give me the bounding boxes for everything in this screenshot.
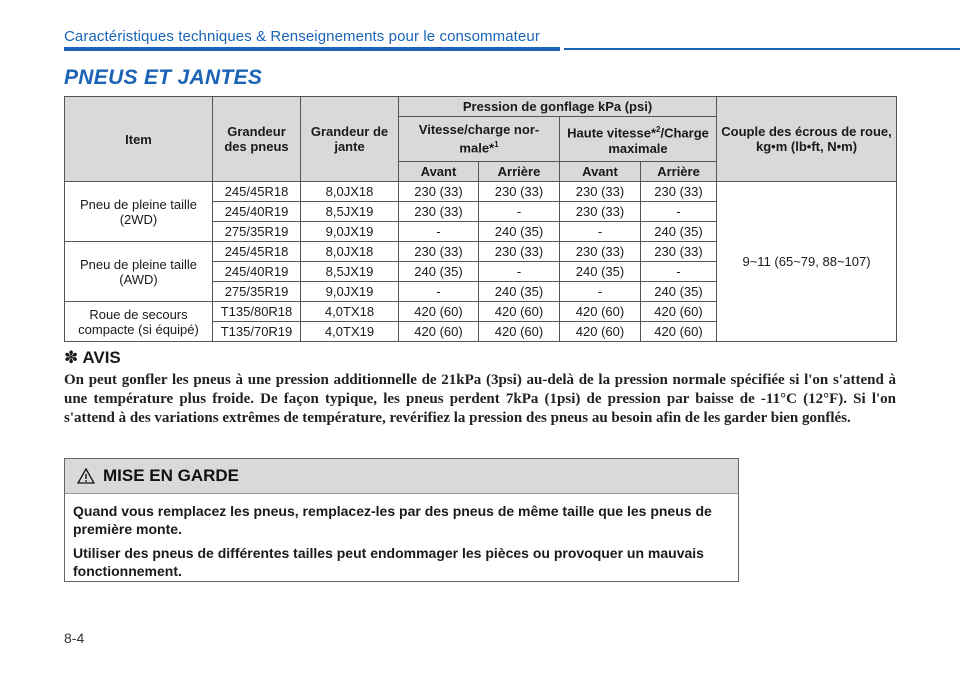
chapter-title: Caractéristiques techniques & Renseignements pour le consommateur xyxy=(64,28,540,45)
pressure-cell: 420 (60) xyxy=(641,322,717,342)
warning-triangle-icon xyxy=(77,468,95,484)
th-rear: Arrière xyxy=(641,162,717,182)
pressure-cell: - xyxy=(479,262,560,282)
warning-paragraph: Quand vous remplacez les pneus, remplacez-les par des pneus de même taille que les pneus de première monte. xyxy=(73,503,712,537)
pressure-cell: 230 (33) xyxy=(560,182,641,202)
rim-size-cell: 4,0TX19 xyxy=(301,322,399,342)
pressure-cell: 230 (33) xyxy=(641,242,717,262)
th-front: Avant xyxy=(399,162,479,182)
th-tire-size: Grandeur des pneus xyxy=(213,97,301,182)
table-row xyxy=(65,182,897,202)
pressure-cell: 230 (33) xyxy=(560,242,641,262)
pressure-cell: 240 (35) xyxy=(641,222,717,242)
pressure-cell: - xyxy=(399,222,479,242)
notice-heading xyxy=(64,348,121,368)
th-front: Avant xyxy=(560,162,641,182)
pressure-cell: 420 (60) xyxy=(479,322,560,342)
asterisk-icon: ✽ xyxy=(64,348,79,367)
warning-body xyxy=(65,494,738,580)
th-torque: Couple des écrous de roue, kg•m (lb•ft, N•m) xyxy=(717,97,897,182)
notice-title: AVIS xyxy=(82,348,121,367)
th-rim-size: Grandeur de jante xyxy=(301,97,399,182)
pressure-cell: 420 (60) xyxy=(641,302,717,322)
header-rule-thin xyxy=(564,48,960,50)
pressure-cell: - xyxy=(560,282,641,302)
pressure-cell: - xyxy=(641,262,717,282)
warning-paragraph: Utiliser des pneus de différentes tailles peut endommager les pièces ou provoquer un mauvais fonctionnement. xyxy=(73,545,704,579)
row-group-label: Pneu de pleine taille (AWD) xyxy=(65,242,213,302)
pressure-cell: 230 (33) xyxy=(399,182,479,202)
row-group-label: Pneu de pleine taille (2WD) xyxy=(65,182,213,242)
pressure-cell: - xyxy=(399,282,479,302)
tire-size-cell: T135/70R19 xyxy=(213,322,301,342)
rim-size-cell: 9,0JX19 xyxy=(301,222,399,242)
rim-size-cell: 4,0TX18 xyxy=(301,302,399,322)
pressure-cell: 230 (33) xyxy=(399,202,479,222)
pressure-cell: 240 (35) xyxy=(399,262,479,282)
rim-size-cell: 8,0JX18 xyxy=(301,242,399,262)
header-rule-thick xyxy=(64,47,560,51)
pressure-cell: 420 (60) xyxy=(560,302,641,322)
th-item: Item xyxy=(65,97,213,182)
tire-size-cell: T135/80R18 xyxy=(213,302,301,322)
tire-size-cell: 245/40R19 xyxy=(213,262,301,282)
pressure-cell: - xyxy=(479,202,560,222)
pressure-cell: - xyxy=(560,222,641,242)
rim-size-cell: 8,5JX19 xyxy=(301,262,399,282)
th-high-speed: Haute vitesse*$^2$/Charge maximale xyxy=(560,117,717,162)
page-number: 8-4 xyxy=(64,630,85,646)
warning-box xyxy=(64,458,739,582)
pressure-cell: 420 (60) xyxy=(560,322,641,342)
tire-size-cell: 275/35R19 xyxy=(213,282,301,302)
pressure-cell: 420 (60) xyxy=(399,322,479,342)
pressure-cell: 240 (35) xyxy=(479,282,560,302)
pressure-cell: 420 (60) xyxy=(399,302,479,322)
notice-text: On peut gonfler les pneus à une pression additionnelle de 21kPa (3psi) au-delà de la pression normale spécifiée si l'on s'attend à une température plus froide. De façon typique, les pneus perdent 7kPa (1psi) de pression par baisse de -11°C (12°F). Si l'on s'attend à des variations extrêmes de température, revérifiez la pression des pneus au besoin afin de les garder bien gonflés. xyxy=(64,372,896,426)
pressure-cell: 240 (35) xyxy=(641,282,717,302)
rim-size-cell: 8,0JX18 xyxy=(301,182,399,202)
pressure-cell: - xyxy=(641,202,717,222)
tire-size-cell: 245/40R19 xyxy=(213,202,301,222)
pressure-cell: 230 (33) xyxy=(399,242,479,262)
tire-size-cell: 245/45R18 xyxy=(213,182,301,202)
rim-size-cell: 9,0JX19 xyxy=(301,282,399,302)
section-title: PNEUS ET JANTES xyxy=(64,66,263,89)
pressure-cell: 230 (33) xyxy=(479,182,560,202)
pressure-cell: 230 (33) xyxy=(479,242,560,262)
rim-size-cell: 8,5JX19 xyxy=(301,202,399,222)
tire-size-cell: 275/35R19 xyxy=(213,222,301,242)
warning-title: MISE EN GARDE xyxy=(103,466,240,485)
row-group-label: Roue de secours compacte (si équipé) xyxy=(65,302,213,342)
pressure-cell: 230 (33) xyxy=(641,182,717,202)
tire-size-cell: 245/45R18 xyxy=(213,242,301,262)
th-normal-load: Vitesse/charge nor-male*$^1$ xyxy=(399,117,560,162)
th-rear: Arrière xyxy=(479,162,560,182)
pressure-cell: 240 (35) xyxy=(479,222,560,242)
pressure-cell: 420 (60) xyxy=(479,302,560,322)
th-pressure: Pression de gonflage kPa (psi) xyxy=(399,97,717,117)
pressure-cell: 230 (33) xyxy=(560,202,641,222)
warning-header xyxy=(65,459,738,494)
tire-spec-table xyxy=(64,96,897,342)
pressure-cell: 240 (35) xyxy=(560,262,641,282)
torque-value: 9~11 (65~79, 88~107) xyxy=(717,182,897,342)
